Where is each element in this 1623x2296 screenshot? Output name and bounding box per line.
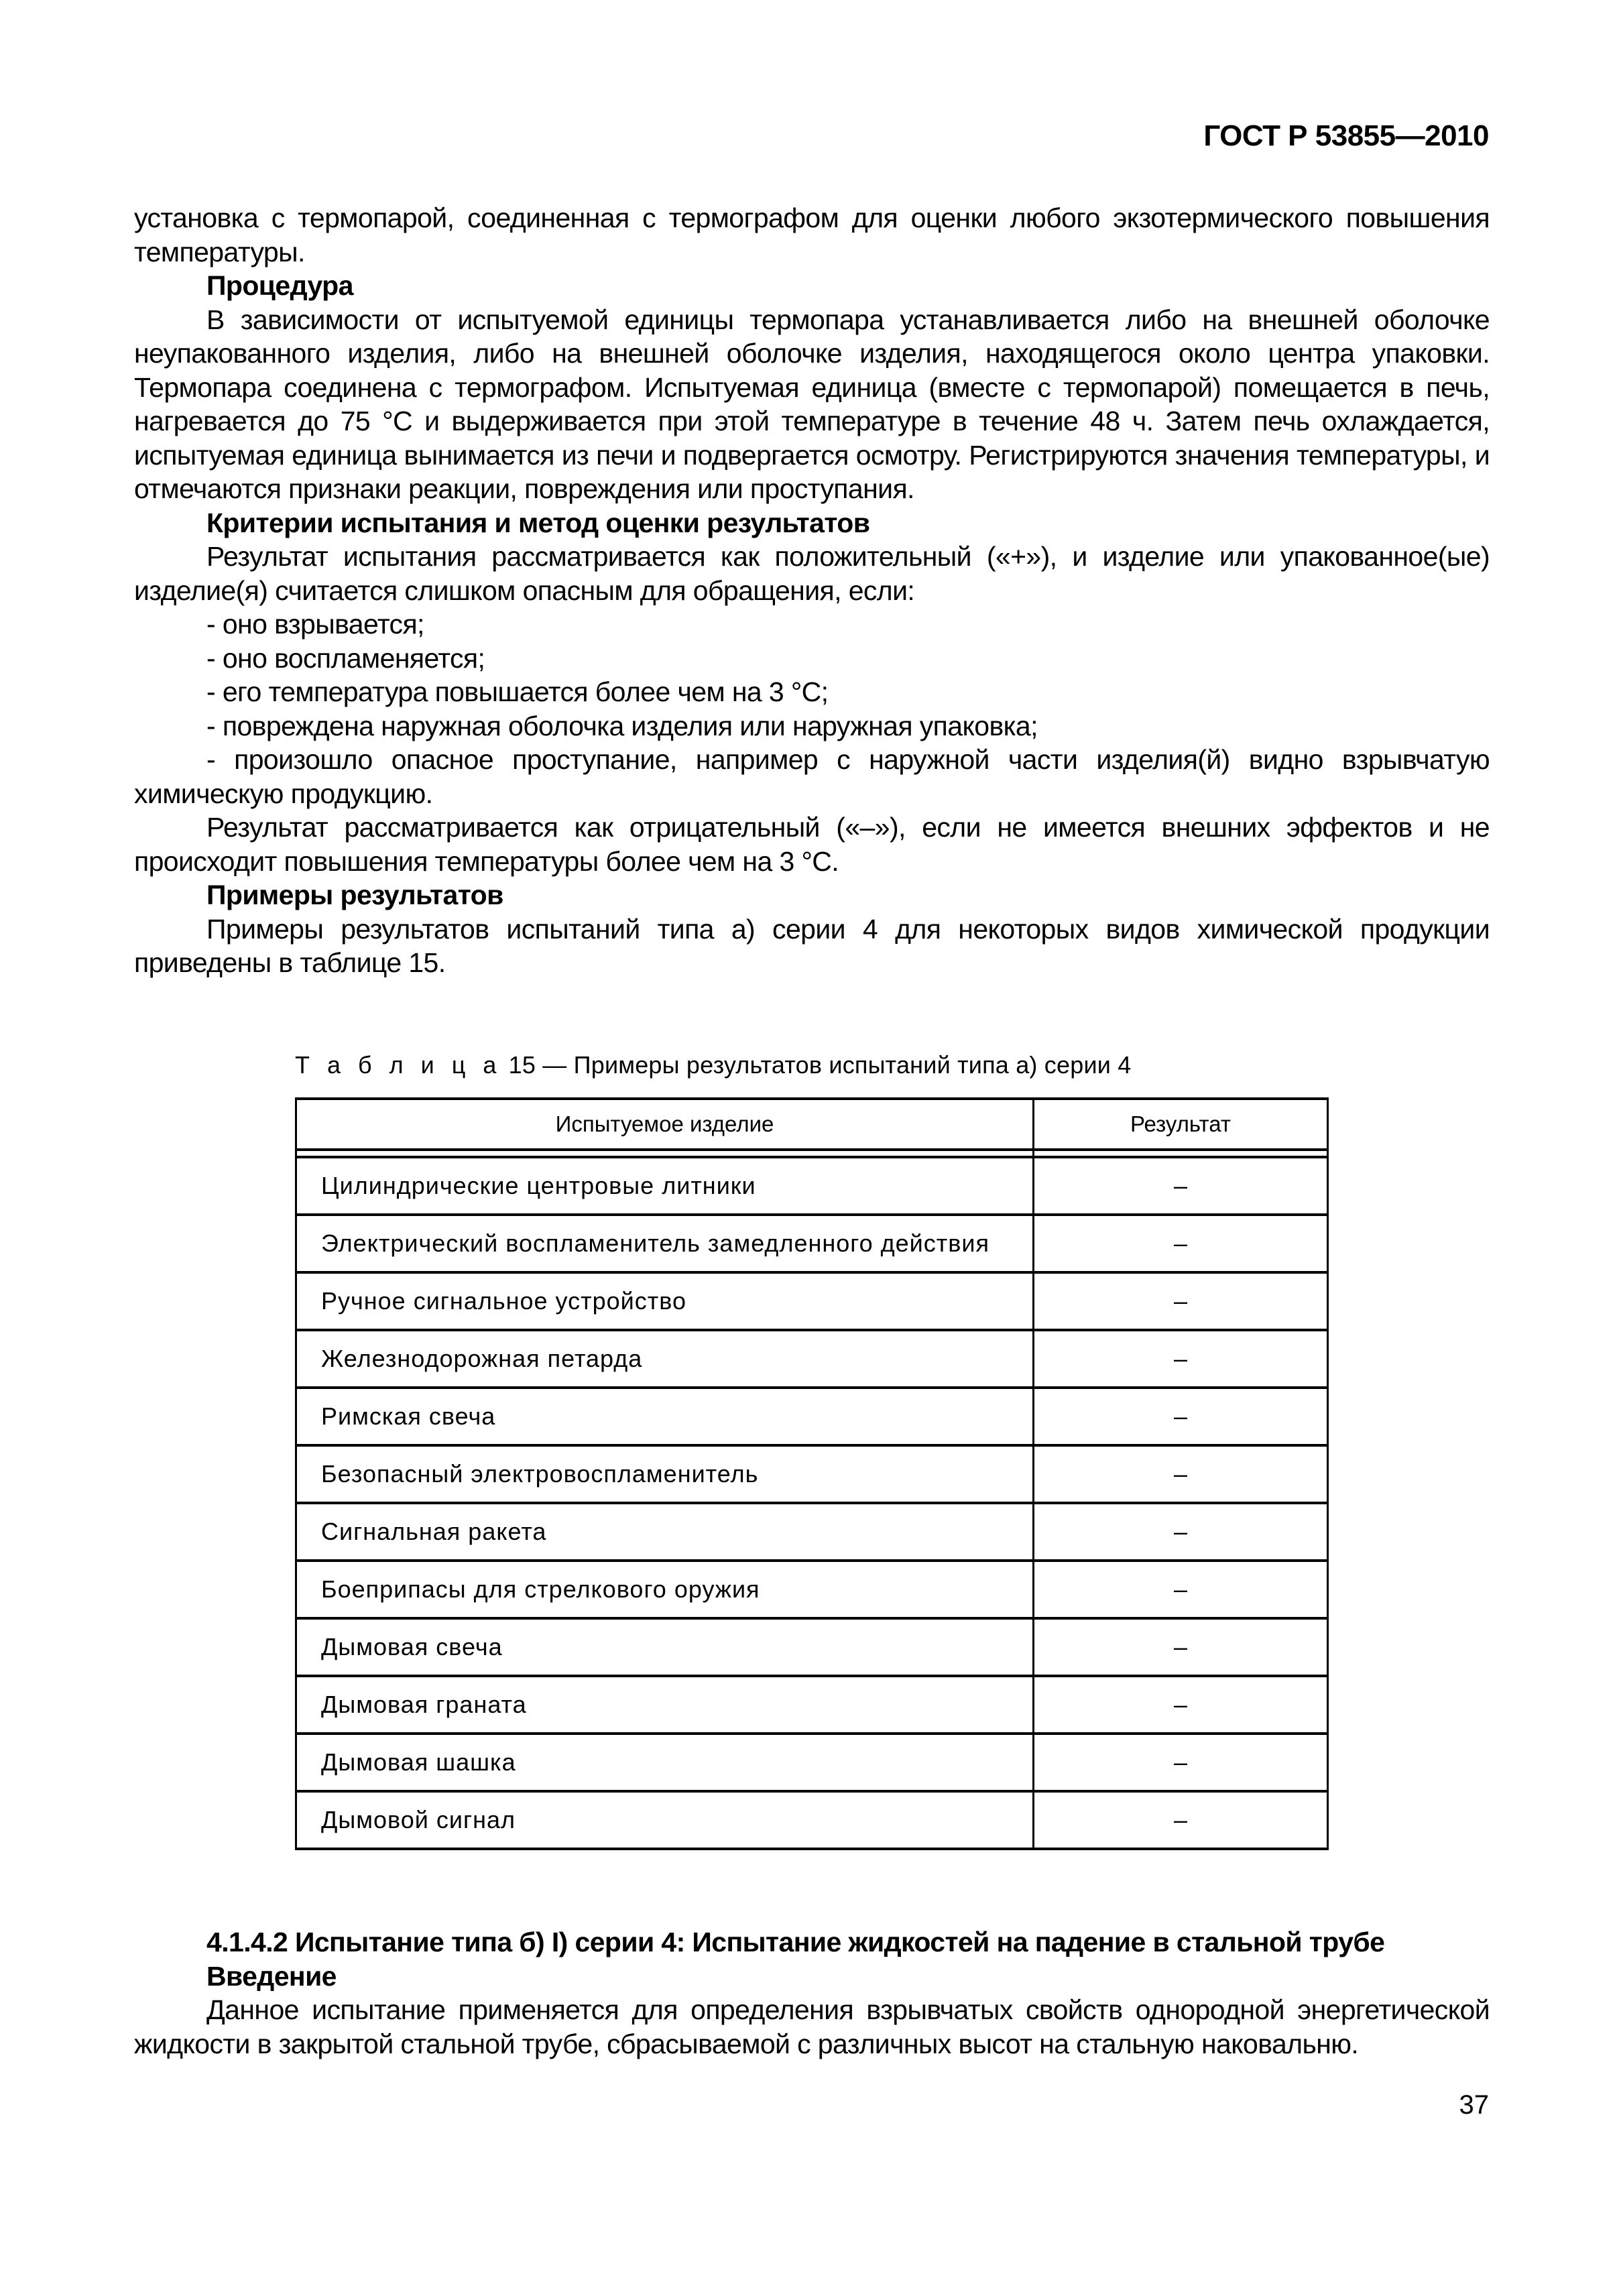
criteria-item: - повреждена наружная оболочка изделия или наружная упаковка; <box>206 710 1038 741</box>
section-4-1-4-2 <box>134 1925 1490 2061</box>
table-row <box>296 1791 1328 1849</box>
table-row <box>296 1157 1328 1215</box>
item-cell: Римская свеча <box>296 1388 1034 1445</box>
criteria-heading: Критерии испытания и метод оценки результатов <box>206 507 870 538</box>
criteria-item: - его температура повышается более чем на 3 °С; <box>206 676 829 707</box>
table-row <box>296 1561 1328 1618</box>
examples-heading: Примеры результатов <box>206 880 503 910</box>
procedure-heading: Процедура <box>206 270 353 301</box>
item-cell: Дымовой сигнал <box>296 1791 1034 1849</box>
document-standard-code: ГОСТ Р 53855—2010 <box>1203 119 1489 152</box>
item-cell: Железнодорожная петарда <box>296 1330 1034 1388</box>
table-row <box>296 1272 1328 1330</box>
item-cell: Дымовая граната <box>296 1676 1034 1734</box>
table-row <box>296 1618 1328 1676</box>
item-cell: Дымовая свеча <box>296 1618 1034 1676</box>
result-cell: – <box>1034 1388 1328 1445</box>
result-cell: – <box>1034 1503 1328 1561</box>
table-row <box>296 1388 1328 1445</box>
item-cell: Боеприпасы для стрелкового оружия <box>296 1561 1034 1618</box>
header-separator <box>296 1150 1328 1157</box>
table-row <box>296 1445 1328 1503</box>
result-cell: – <box>1034 1734 1328 1791</box>
section-paragraph: Данное испытание применяется для определения взрывчатых свойств однородной энергетической жидкости в закрытой стальной трубе, сбрасываемой с различных высот на стальную наковальню. <box>134 1994 1490 2059</box>
table-row <box>296 1330 1328 1388</box>
result-cell: – <box>1034 1676 1328 1734</box>
results-table <box>295 1097 1329 1850</box>
section-subheading: Введение <box>206 1960 337 1992</box>
item-cell: Ручное сигнальное устройство <box>296 1272 1034 1330</box>
result-cell: – <box>1034 1330 1328 1388</box>
table-row <box>296 1215 1328 1272</box>
examples-paragraph: Примеры результатов испытаний типа а) серии 4 для некоторых видов химической продукции приведены в таблице 15. <box>134 913 1490 978</box>
result-cell: – <box>1034 1561 1328 1618</box>
result-cell: – <box>1034 1215 1328 1272</box>
table-caption-text: 15 — Примеры результатов испытаний типа а) серии 4 <box>501 1051 1132 1079</box>
page-number: 37 <box>1459 2090 1489 2120</box>
table-row <box>296 1503 1328 1561</box>
item-cell: Электрический воспламенитель замедленного действия <box>296 1215 1034 1272</box>
section-heading: 4.1.4.2 Испытание типа б) I) серии 4: Испытание жидкостей на падение в стальной трубе <box>206 1927 1385 1957</box>
result-cell: – <box>1034 1791 1328 1849</box>
table-header-row <box>296 1099 1328 1150</box>
result-cell: – <box>1034 1445 1328 1503</box>
body-text <box>134 201 1490 980</box>
item-cell: Дымовая шашка <box>296 1734 1034 1791</box>
criteria-item: - оно воспламеняется; <box>206 642 485 674</box>
intro-continuation-paragraph: установка с термопарой, соединенная с термографом для оценки любого экзотермического повышения температуры. <box>134 202 1490 267</box>
column-header-result: Результат <box>1034 1099 1328 1150</box>
item-cell: Цилиндрические центровые литники <box>296 1157 1034 1215</box>
result-cell: – <box>1034 1272 1328 1330</box>
result-cell: – <box>1034 1157 1328 1215</box>
table-row <box>296 1734 1328 1791</box>
table-caption-label: Т а б л и ц а <box>295 1051 502 1079</box>
result-cell: – <box>1034 1618 1328 1676</box>
table-caption <box>295 1051 1132 1079</box>
procedure-paragraph: В зависимости от испытуемой единицы термопара устанавливается либо на внешней оболочке неупакованного изделия, либо на внешней оболочке изделия, находящегося около центра упаковки. Термопара соединена с термографом. Испытуемая единица (вместе с термопарой) помещается в печь, нагревается до 75 °С и выдерживается при этой температуре в течение 48 ч. Затем печь охлаждается, испытуемая единица вынимается из печи и подвергается осмотру. Регистрируются значения температуры, и отмечаются признаки реакции, повреждения или проступания. <box>134 304 1490 504</box>
criteria-item: - оно взрывается; <box>206 609 424 640</box>
criteria-paragraph: Результат испытания рассматривается как положительный («+»), и изделие или упакованное(ые) изделие(я) считается слишком опасным для обращения, если: <box>134 541 1490 606</box>
criteria-item: - произошло опасное проступание, например с наружной части изделия(й) видно взрывчатую химическую продукцию. <box>134 744 1490 809</box>
item-cell: Сигнальная ракета <box>296 1503 1034 1561</box>
table-row <box>296 1676 1328 1734</box>
negative-result-paragraph: Результат рассматривается как отрицательный («–»), если не имеется внешних эффектов и не происходит повышения температуры более чем на 3 °С. <box>134 812 1490 877</box>
item-cell: Безопасный электровоспламенитель <box>296 1445 1034 1503</box>
column-header-item: Испытуемое изделие <box>296 1099 1034 1150</box>
